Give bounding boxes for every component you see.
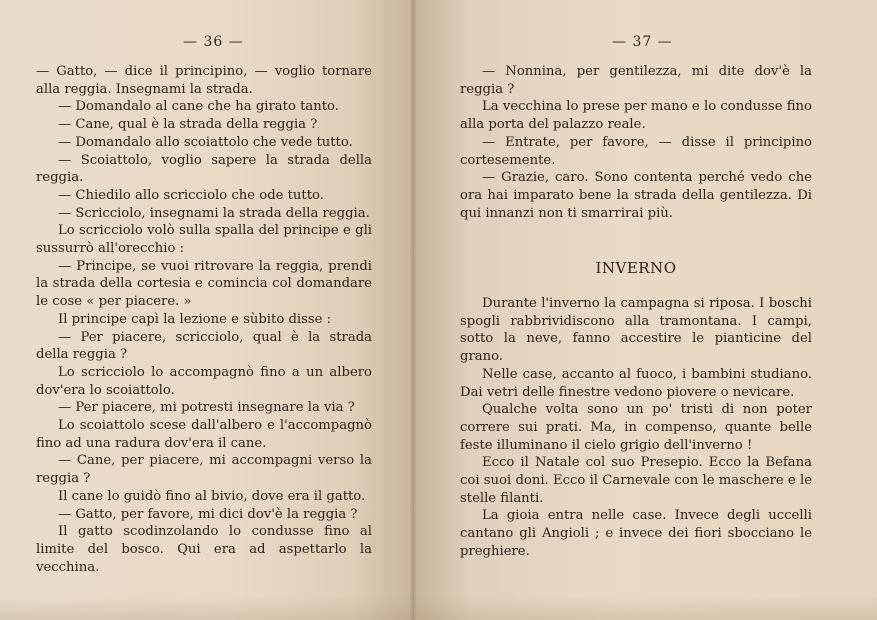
paragraph: — Scoiattolo, voglio sapere la strada della reggia. bbox=[36, 152, 372, 186]
paragraph: — Per piacere, scricciolo, qual è la strada della reggia ? bbox=[36, 329, 372, 363]
paragraph: Qualche volta sono un po' tristi di non poter correre sui prati. Ma, in compenso, quante belle feste illuminano il cielo grigio dell'inverno ! bbox=[460, 402, 812, 453]
paragraph: — Principe, se vuoi ritrovare la reggia, prendi la strada della cortesia e comincia col domandare le cose « per piacere. » bbox=[36, 258, 372, 310]
paragraph: — Gatto, — dice il principino, — voglio tornare alla reggia. Insegnami la strada. bbox=[36, 64, 372, 97]
paragraph: — Cane, per piacere, mi accompagni verso la reggia ? bbox=[36, 453, 372, 487]
right-page-text bbox=[460, 63, 812, 222]
paragraph: Lo scricciolo volò sulla spalla del principe e gli sussurrò all'orecchio : bbox=[36, 223, 372, 257]
paragraph: Il principe capì la lezione e sùbito disse : bbox=[58, 311, 332, 327]
paragraph: — Per piacere, mi potresti insegnare la via ? bbox=[58, 400, 355, 416]
left-page-text bbox=[36, 63, 372, 576]
paragraph: — Scricciolo, insegnami la strada della reggia. bbox=[58, 205, 370, 221]
paragraph: La vecchina lo prese per mano e lo condusse fino alla porta del palazzo reale. bbox=[460, 99, 812, 133]
section-title: INVERNO bbox=[595, 259, 677, 277]
paragraph: — Chiedilo allo scricciolo che ode tutto. bbox=[58, 187, 324, 203]
paragraph: Lo scoiattolo scese dall'albero e l'accompagnò fino ad una radura dov'era il cane. bbox=[36, 418, 372, 451]
left-page bbox=[0, 0, 414, 620]
paragraph: — Domandalo al cane che ha girato tanto. bbox=[58, 99, 339, 115]
paragraph: Lo scricciolo lo accompagnò fino a un albero dov'era lo scoiattolo. bbox=[36, 364, 372, 398]
paragraph: — Gatto, per favore, mi dici dov'è la reggia ? bbox=[58, 506, 358, 522]
paragraph: — Entrate, per favore, — disse il principino cortesemente. bbox=[460, 134, 812, 168]
paragraph: Nelle case, accanto al fuoco, i bambini studiano. Dai vetri delle finestre vedono piovere o nevicare. bbox=[460, 366, 812, 400]
paragraph: Il cane lo guidò fino al bivio, dove era il gatto. bbox=[58, 488, 366, 504]
page-number: — 36 — bbox=[183, 34, 244, 50]
paragraph: Durante l'inverno la campagna si riposa. I boschi spogli rabbrividiscono alla tramontana. I campi, sotto la neve, fanno accestire le pianticine del grano. bbox=[460, 296, 812, 365]
paragraph: — Nonnina, per gentilezza, mi dite dov'è la reggia ? bbox=[460, 64, 812, 97]
paragraph: Ecco il Natale col suo Presepio. Ecco la Befana coi suoi doni. Ecco il Carnevale con le maschere e le stelle filanti. bbox=[460, 455, 812, 506]
right-page bbox=[416, 0, 877, 620]
paragraph: Il gatto scodinzolando lo condusse fino al limite del bosco. Qui era ad aspettarlo la vecchina. bbox=[36, 524, 372, 575]
section-text bbox=[460, 295, 812, 561]
page-number: — 37 — bbox=[612, 34, 673, 50]
paragraph: — Domandalo allo scoiattolo che vede tutto. bbox=[58, 134, 353, 150]
paragraph: — Cane, qual è la strada della reggia ? bbox=[58, 117, 318, 133]
paragraph: — Grazie, caro. Sono contenta perché vedo che ora hai imparato bene la strada della gentilezza. Di qui innanzi non ti smarrirai più. bbox=[460, 170, 812, 221]
paragraph: La gioia entra nelle case. Invece degli uccelli cantano gli Angioli ; e invece dei fiori sbocciano le preghiere. bbox=[460, 508, 812, 559]
page-bottom-edge bbox=[0, 596, 877, 620]
